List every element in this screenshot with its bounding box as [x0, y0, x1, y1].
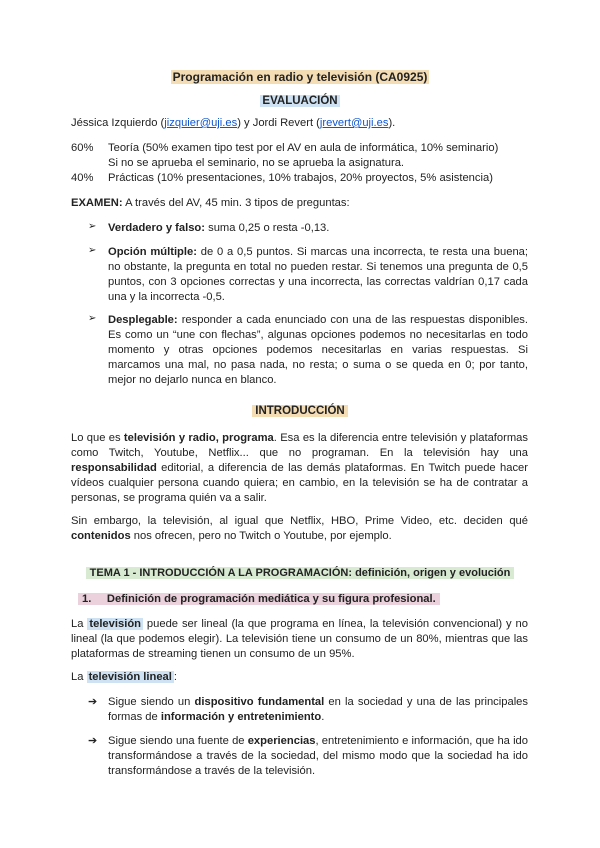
exam-intro: EXAMEN: A través del AV, 45 min. 3 tipos de preguntas:	[71, 197, 350, 209]
evaluacion-heading: EVALUACIÓN	[262, 95, 338, 107]
grading-pct: 60%	[71, 142, 94, 154]
email-link-revert[interactable]: jrevert@uji.es	[319, 117, 389, 129]
grading-text: Teoría (50% examen tipo test por el AV en aula de informática, 10% seminario)	[108, 142, 499, 154]
intro-paragraph: Lo que es televisión y radio, programa. Esa es la diferencia entre televisión y plataformas como Twitch, Youtube, Netflix... que no programan. En la televisión hay una responsabilidad editorial, a diferencia de las demás plataformas. En Twitch puede hacer vídeos cualquier persona cuando quiera; en cambio, en la televisión se ha de contratar a personas, se programa quién va a salir.	[71, 432, 528, 504]
intro-paragraph: Sin embargo, la televisión, al igual que Netflix, HBO, Prime Video, etc. deciden qué contenidos nos ofrecen, pero no Twitch o Youtube, por ejemplo.	[71, 515, 528, 542]
tema1-heading: TEMA 1 - INTRODUCCIÓN A LA PROGRAMACIÓN: definición, origen y evolución	[0, 567, 600, 579]
grading-text: Prácticas (10% presentaciones, 10% trabajos, 20% proyectos, 5% asistencia)	[108, 172, 493, 184]
exam-item: Desplegable: responder a cada enunciado con una de las respuestas disponibles. Es como un “une con flechas”, algunas opciones podemos no necesitarlas en todo momento y otras opciones podemos necesitarlas en varias respuestas. Si marcamos una mal, no pasa nada, no resta; o suma o se queda en 0; por tanto, mejor no dejarlo nunca en blanco.	[108, 314, 528, 386]
tema1-lineal-label: La televisión lineal :	[71, 671, 177, 683]
arrow-right-icon: ➔	[88, 735, 98, 747]
email-link-izquierdo[interactable]: jizquier@uji.es	[164, 117, 238, 129]
introduccion-heading: INTRODUCCIÓN	[0, 405, 600, 417]
arrow-bullet-icon: ➢	[88, 313, 97, 324]
arrow-right-icon: ➔	[88, 696, 98, 708]
tema1-item: Sigue siendo un dispositivo fundamental en la sociedad y una de las principales formas de información y entretenimiento.	[108, 696, 528, 723]
arrow-bullet-icon: ➢	[88, 221, 97, 232]
grading-pct: 40%	[71, 172, 94, 184]
tema1-subheading: 1. Definición de programación mediática y su figura profesional.	[78, 592, 440, 607]
tema1-paragraph: La televisión puede ser lineal (la que programa en línea, la televisión convencional) y no lineal (la que podemos elegir). La televisión tiene un consumo de un 80%, mientras que las plataformas de streaming tienen un consumo de un 95%.	[71, 618, 528, 660]
document-title: Programación en radio y televisión (CA0925)	[172, 70, 428, 84]
grading-text: Si no se aprueba el seminario, no se aprueba la asignatura.	[108, 157, 405, 169]
exam-item: Opción múltiple: de 0 a 0,5 puntos. Si marcas una incorrecta, te resta una buena; no obstante, la pregunta en total no pueden restar. Si tenemos una pregunta de 0,5 puntos, con 3 opciones correctas y una incorrecta, las correctas valdrían 0,17 cada una y la incorrecta -0,5.	[108, 246, 528, 303]
authors-line: Jéssica Izquierdo (jizquier@uji.es) y Jordi Revert (jrevert@uji.es).	[71, 117, 396, 129]
tema1-item: Sigue siendo una fuente de experiencias, entretenimiento e información, que ha ido transformándose a través de la sociedad, del mismo modo que la sociedad ha ido transformándose a través de la televisión.	[108, 735, 528, 777]
arrow-bullet-icon: ➢	[88, 245, 97, 256]
exam-item: Verdadero y falso: suma 0,25 o resta -0,13.	[108, 222, 330, 234]
